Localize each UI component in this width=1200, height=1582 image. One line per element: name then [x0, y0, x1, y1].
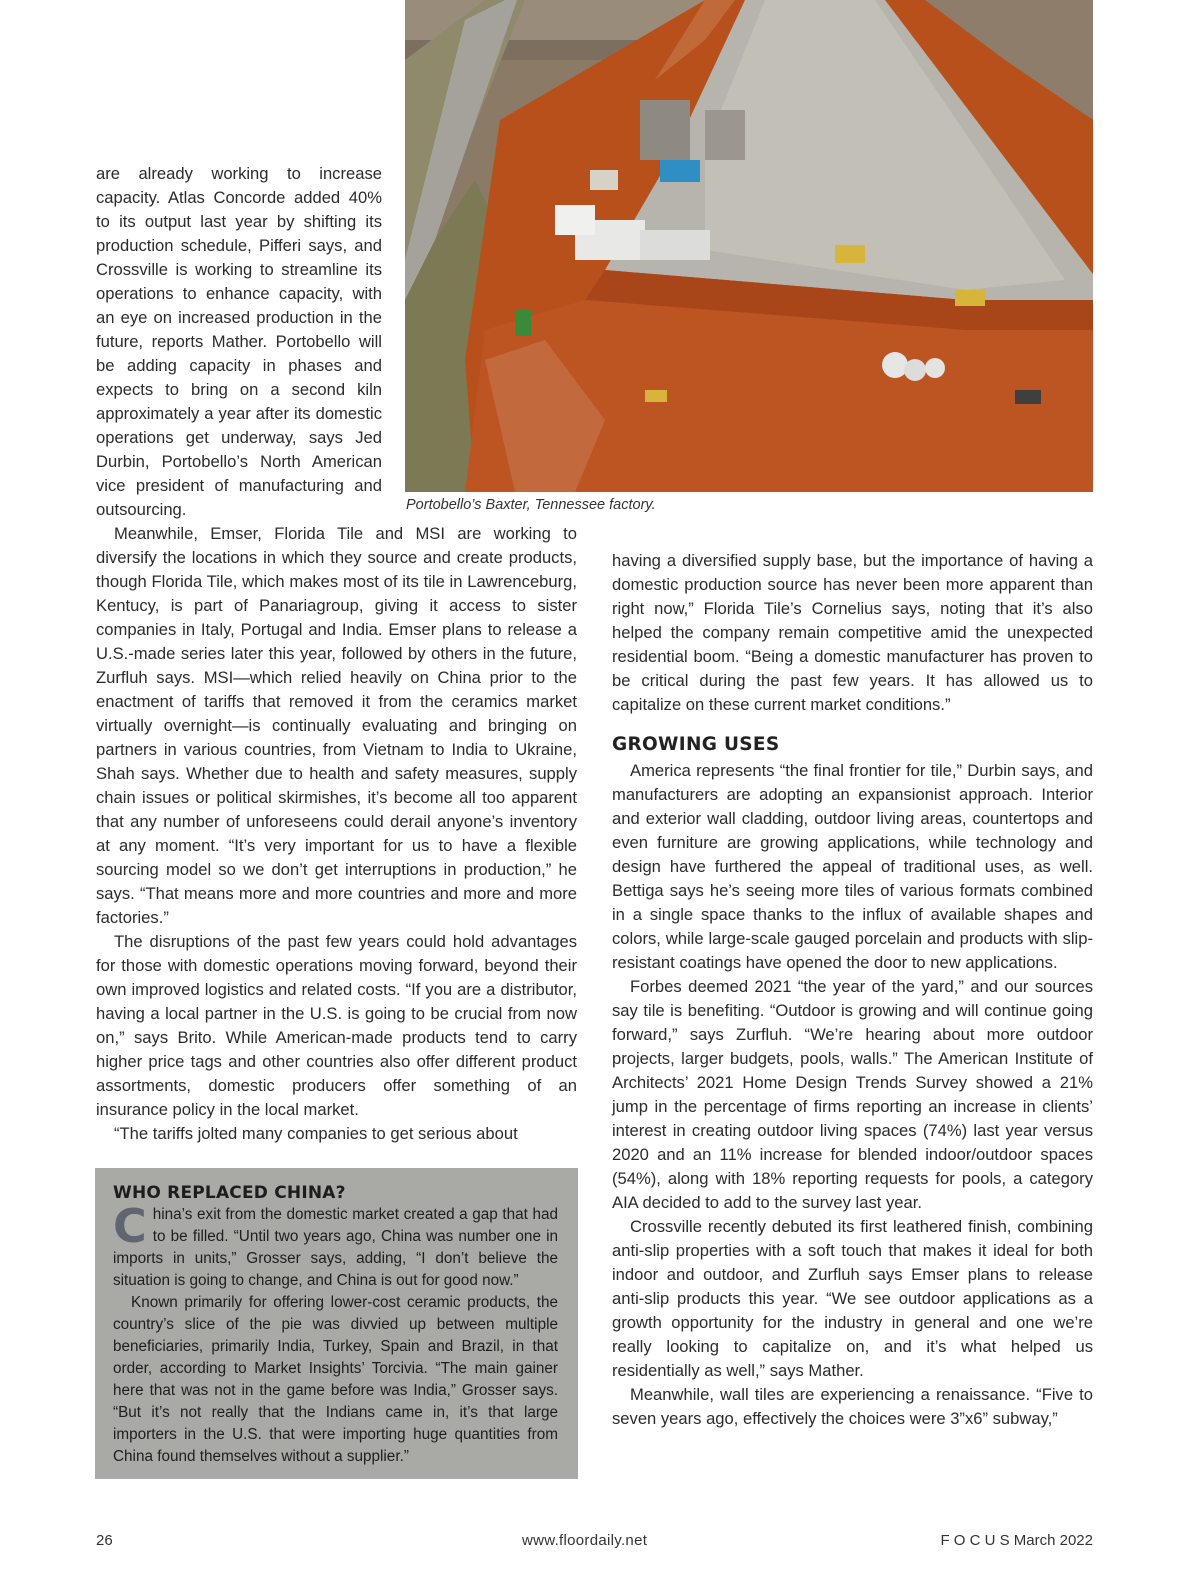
paragraph: are already working to increase capacity. Atlas Concorde added 40% to its output last year by shifting its production schedule, Pifferi says, and Crossville is working to streamline its operations to enhance capacity, with an eye on increased production in the future, reports Mather. Portobello will be adding capacity in phases and expects to bring on a second kiln approximately a year after its domestic operations get underway, says Jed Durbin, Portobello’s North American vice president of manufacturing and outsourcing. — [96, 164, 382, 519]
drop-cap: C — [113, 1199, 147, 1253]
paragraph: America represents “the final frontier for tile,” Durbin says, and manufacturers are adopting an expansionist approach. Interior and exterior wall cladding, outdoor living areas, countertops and even furniture are growing applications, while technology and design have furthered the appeal of traditional uses, as well. Bettiga says he’s seeing more tiles of various formats combined in a single space thanks to the influx of available shapes and colors, while large-scale gauged porcelain and products with slip-resistant coatings have opened the door to new applications. — [612, 761, 1093, 972]
sidebar-title: WHO REPLACED CHINA? — [113, 1183, 346, 1203]
column-1-top — [96, 162, 382, 522]
paragraph: The disruptions of the past few years could hold advantages for those with domestic operations moving forward, beyond their own improved logistics and related costs. “If you are a distributor, having a local partner in the U.S. is going to be crucial from now on,” says Brito. While American-made products tend to carry higher price tags and other countries also offer different product assortments, domestic producers offer something of an insurance policy in the local market. — [96, 932, 577, 1119]
paragraph: “The tariffs jolted many companies to get serious about — [114, 1124, 518, 1143]
magazine-issue: F O C U S March 2022 — [940, 1532, 1093, 1549]
factory-aerial-photo — [405, 0, 1093, 492]
section-heading: GROWING USES — [612, 734, 780, 755]
paragraph: Crossville recently debuted its first leathered finish, combining anti-slip properties with a soft touch that makes it ideal for both indoor and outdoor, and Zurfluh says Emser plans to release anti-slip products this year. “We see outdoor applications as a growth opportunity for the industry in general and one we’re really looking to capitalize on, and it’s what helped us residentially as well,” says Mather. — [612, 1217, 1093, 1380]
paragraph: Meanwhile, wall tiles are experiencing a renaissance. “Five to seven years ago, effectively the choices were 3”x6” subway,” — [612, 1385, 1093, 1428]
factory-aerial-illustration — [405, 0, 1093, 492]
sidebar-paragraph-text: hina’s exit from the domestic market created a gap that had to be filled. “Until two years ago, China was number one in imports in units,” Grosser says, adding, “I don’t believe the situation is going to change, and China is out for good now.” — [113, 1206, 558, 1289]
website-url[interactable]: www.floordaily.net — [522, 1532, 648, 1549]
paragraph: Meanwhile, Emser, Florida Tile and MSI are working to diversify the locations in which they source and create products, though Florida Tile, which makes most of its tile in Lawrenceburg, Kentucy, is part of Panariagroup, giving it access to sister companies in Italy, Portugal and India. Emser plans to release a U.S.-made series later this year, followed by others in the future, Zurfluh says. MSI—which relied heavily on China prior to the enactment of tariffs that removed it from the ceramics market virtually overnight—is continually evaluating and bringing on partners in various countries, from Vietnam to India to Ukraine, Shah says. Whether due to health and safety measures, supply chain issues or political skirmishes, it’s become all too apparent that any number of unforeseens could derail anyone’s inventory at any moment. “It’s very important for us to have a flexible sourcing model so we don’t get interruptions in production,” he says. “That means more and more countries and more and more factories.” — [96, 524, 577, 927]
page-number: 26 — [96, 1532, 113, 1549]
column-1 — [96, 522, 577, 1146]
paragraph: having a diversified supply base, but the importance of having a domestic production source has never been more apparent than right now,” Florida Tile’s Cornelius says, noting that it’s also helped the company remain competitive amid the unexpected residential boom. “Being a domestic manufacturer has proven to be critical during the past few years. It has allowed us to capitalize on these current market conditions.” — [612, 551, 1093, 714]
paragraph: Forbes deemed 2021 “the year of the yard,” and our sources say tile is benefiting. “Outdoor is growing and will continue going forward,” says Zurfluh. “We’re hearing about more outdoor projects, larger budgets, pools, walls.” The American Institute of Architects’ 2021 Home Design Trends Survey showed a 21% jump in the percentage of firms reporting an increase in clients’ interest in creating outdoor living spaces (74%) last year versus 2020 and an 11% increase for blended indoor/outdoor spaces (54%), along with 18% reporting requests for pools, a category AIA decided to add to the survey last year. — [612, 977, 1093, 1212]
sidebar-paragraph — [113, 1199, 558, 1292]
sidebar-who-replaced-china — [95, 1168, 578, 1479]
sidebar-paragraph: Known primarily for offering lower-cost ceramic products, the country’s slice of the pie was divvied up between multiple beneficiaries, primarily India, Turkey, Spain and Brazil, in that order, according to Market Insights’ Torcivia. “The main gainer here that was not in the game before was India,” Grosser says. “But it’s not really that the Indians came in, it’s that large importers in the U.S. that were importing huge quantities from China found themselves without a supplier.” — [113, 1294, 558, 1465]
photo-caption: Portobello’s Baxter, Tennessee factory. — [406, 497, 656, 513]
sidebar-text — [113, 1199, 558, 1468]
column-2 — [612, 549, 1093, 1431]
